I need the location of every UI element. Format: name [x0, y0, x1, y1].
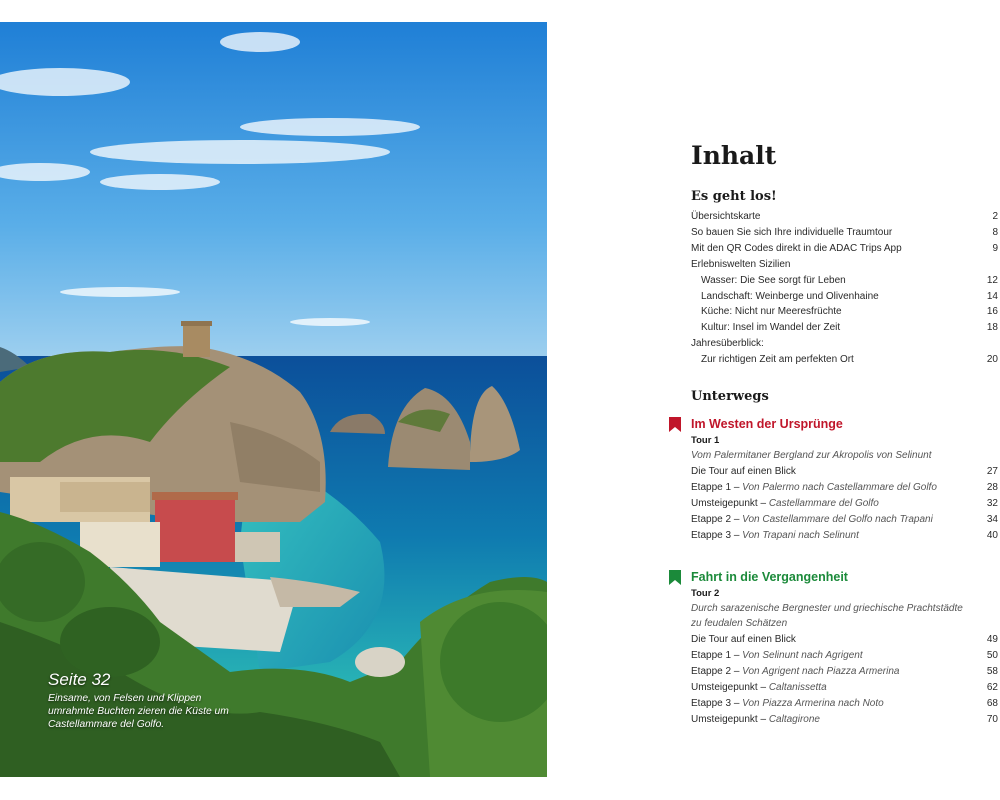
bookmark-flag-red-icon: [669, 417, 681, 432]
toc-entry[interactable]: [691, 304, 998, 320]
entry-page: 28: [986, 481, 998, 493]
entry-label: Etappe 2 –: [691, 513, 740, 525]
entry-page: 70: [986, 713, 998, 725]
coast-illustration: [0, 22, 547, 777]
entry-detail: Von Agrigent nach Piazza Armerina: [742, 666, 900, 678]
entry-page: 9: [992, 242, 998, 254]
tour-heading-text: Im Westen der Ursprünge: [691, 417, 843, 432]
entry-page: 18: [986, 322, 998, 334]
entry-detail: Von Palermo nach Castellammare del Golfo: [742, 481, 937, 493]
entry-page: 27: [986, 465, 998, 477]
entry-label: Küche: Nicht nur Meeresfrüchte: [701, 306, 842, 318]
toc-entry[interactable]: [691, 320, 998, 336]
entry-label: Etappe 2 –: [691, 666, 740, 678]
entry-detail: Von Trapani nach Selinunt: [742, 529, 859, 541]
toc-entry[interactable]: [691, 480, 998, 496]
toc-entry[interactable]: [691, 289, 998, 305]
toc-entry[interactable]: [691, 464, 998, 480]
entry-label: Landschaft: Weinberge und Olivenhaine: [701, 290, 879, 302]
page-title: Inhalt: [691, 141, 777, 170]
entry-page: 32: [986, 497, 998, 509]
entry-page: 14: [986, 290, 998, 302]
tour-subtitle: Vom Palermitaner Bergland zur Akropolis von Selinunt: [691, 450, 932, 462]
tour-label: Tour 2: [691, 587, 720, 599]
entry-page: 34: [986, 513, 998, 525]
toc-entry[interactable]: [691, 352, 998, 368]
cover-photo: [0, 22, 547, 777]
entry-label: Mit den QR Codes direkt in die ADAC Trips App: [691, 242, 902, 254]
entry-page: 40: [986, 529, 998, 541]
caption-page-ref: Seite 32: [48, 670, 111, 689]
entry-page: 68: [986, 697, 998, 709]
toc-entry[interactable]: [691, 496, 998, 512]
toc-entry[interactable]: [691, 273, 998, 289]
tour-heading[interactable]: [691, 568, 998, 586]
entry-label: Etappe 3 –: [691, 697, 740, 709]
entry-detail: Castellammare del Golfo: [768, 497, 879, 509]
entry-label: Übersichtskarte: [691, 211, 761, 222]
tour-label: Tour 1: [691, 435, 720, 447]
tour-1: [691, 415, 998, 543]
toc-entry[interactable]: [691, 632, 998, 648]
tour-2: [691, 568, 998, 728]
caption-text: Einsame, von Felsen und Klippen umrahmte Buchten zieren die Küste um Castellammare del Golfo.: [48, 693, 229, 730]
tour-heading-text: Fahrt in die Vergangenheit: [691, 569, 848, 584]
tour-subtitle: zu feudalen Schätzen: [691, 618, 788, 630]
entry-detail: Von Piazza Armerina nach Noto: [742, 697, 884, 709]
entry-page: 20: [986, 354, 998, 366]
toc-entry[interactable]: [691, 680, 998, 696]
toc-entry[interactable]: [691, 512, 998, 528]
entry-detail: Von Selinunt nach Agrigent: [742, 650, 863, 662]
entry-label: Etappe 1 –: [691, 481, 740, 493]
entry-page: 62: [986, 682, 998, 694]
entry-page: 58: [986, 666, 998, 678]
entry-label: Zur richtigen Zeit am perfekten Ort: [701, 354, 854, 366]
entry-label: Umsteigepunkt –: [691, 713, 767, 725]
toc-entry[interactable]: [691, 664, 998, 680]
entry-label: Kultur: Insel im Wandel der Zeit: [701, 322, 841, 334]
tour-subtitle: Durch sarazenische Bergnester und griechische Prachtstädte: [691, 602, 963, 614]
entry-page: 2: [992, 211, 998, 222]
entry-label: Erlebniswelten Sizilien: [691, 258, 791, 270]
toc-entry[interactable]: [691, 209, 998, 225]
section-title: Es geht los!: [691, 189, 777, 204]
toc-entry[interactable]: [691, 225, 998, 241]
entry-page: 16: [986, 306, 998, 318]
entry-label: Etappe 1 –: [691, 650, 740, 662]
entry-detail: Caltagirone: [768, 713, 820, 725]
entry-detail: Von Castellammare del Golfo nach Trapani: [742, 513, 933, 525]
entry-label: Etappe 3 –: [691, 529, 740, 541]
entry-label: Die Tour auf einen Blick: [691, 465, 796, 477]
toc-entry[interactable]: [691, 241, 998, 257]
toc-entry[interactable]: [691, 696, 998, 712]
toc-entry[interactable]: [691, 528, 998, 544]
photo-caption: [48, 670, 248, 731]
entry-label: Jahresüberblick:: [691, 338, 764, 350]
section-title: Unterwegs: [691, 389, 769, 405]
entry-page: 12: [986, 274, 998, 286]
table-of-contents: [691, 140, 998, 728]
section-unterwegs: [691, 388, 998, 728]
bookmark-flag-green-icon: [669, 570, 681, 585]
toc-entry: [691, 257, 998, 273]
entry-label: So bauen Sie sich Ihre individuelle Traumtour: [691, 226, 893, 238]
entry-label: Umsteigepunkt –: [691, 682, 767, 694]
toc-entry: [691, 336, 998, 352]
entry-label: Die Tour auf einen Blick: [691, 634, 796, 646]
tour-heading[interactable]: [691, 415, 998, 433]
entry-label: Wasser: Die See sorgt für Leben: [701, 274, 846, 286]
entry-label: Umsteigepunkt –: [691, 497, 767, 509]
entry-detail: Caltanissetta: [768, 682, 827, 694]
toc-entry[interactable]: [691, 648, 998, 664]
toc-entry[interactable]: [691, 712, 998, 728]
entry-page: 50: [986, 650, 998, 662]
section-es-geht-los: [691, 188, 998, 368]
entry-page: 8: [992, 226, 998, 238]
entry-page: 49: [986, 634, 998, 646]
